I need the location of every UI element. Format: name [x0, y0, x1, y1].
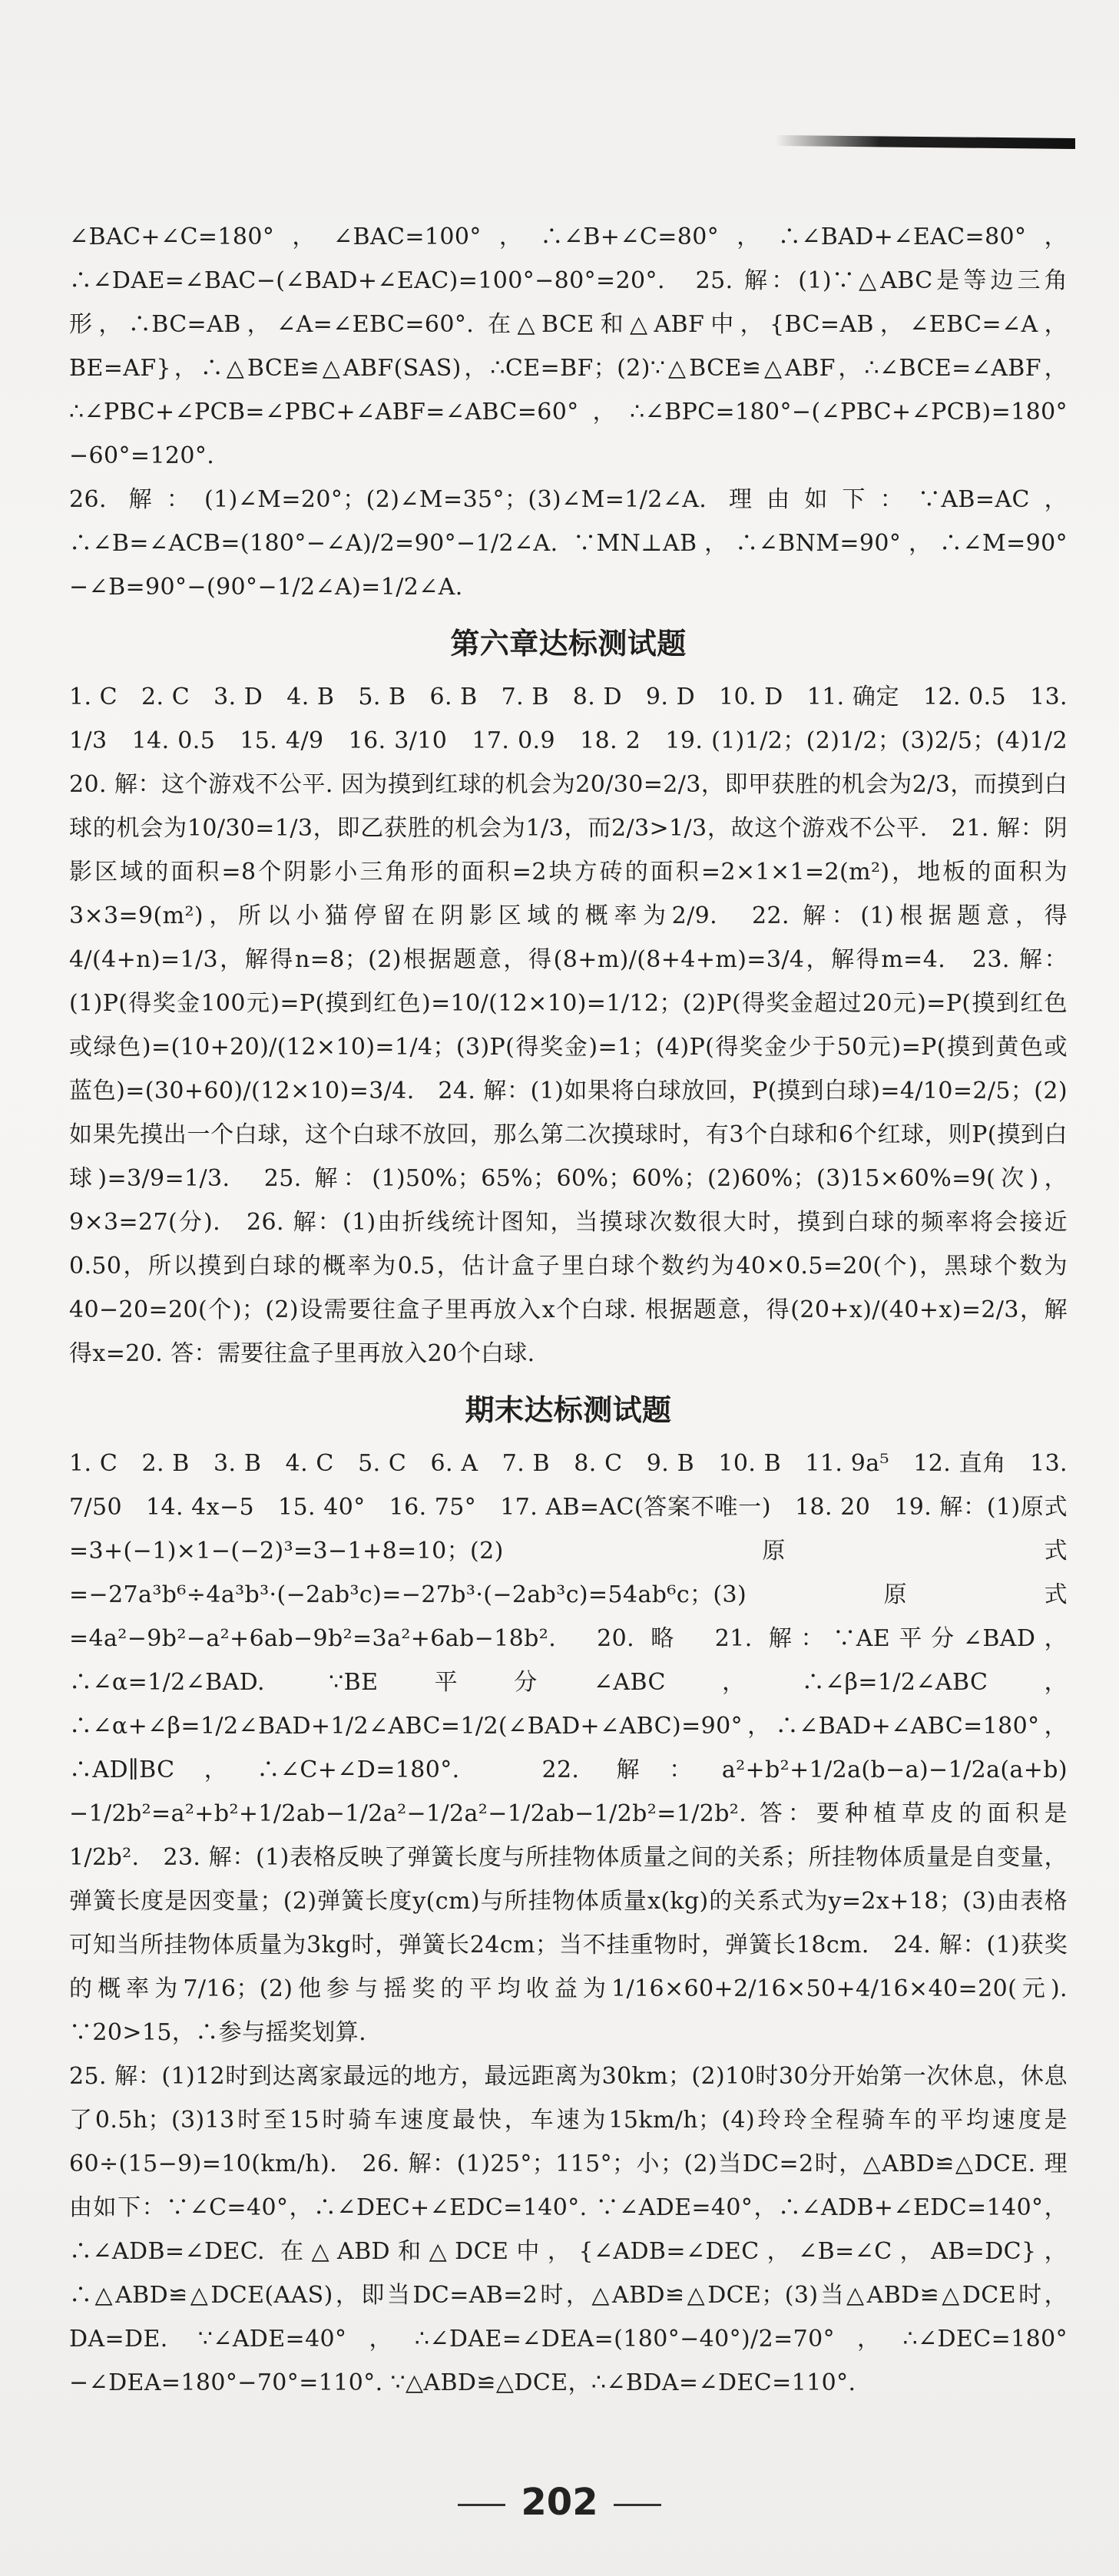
answer-paragraph: 1. C 2. B 3. B 4. C 5. C 6. A 7. B 8. C 9. B 10. B 11. 9a⁵ 12. 直角 13. 7/50 14. 4x−5 15. 40° 16. 75° 17. AB=AC(答案不唯一) 18. 20 19. 解：(1)原式=3+(−1)×1−(−2)³=3−1+8=10；(2)原式=−27a³b⁶÷4a³b³·(−2ab³c)=−27b³·(−2ab³c)=54ab⁶c；(3)原式=4a²−9b²−a²+6ab−9b²=3a²+6ab−18b². 20. 略 21. 解：∵AE平分∠BAD，∴∠α=1/2∠BAD. ∵BE平分∠ABC，∴∠β=1/2∠ABC，∴∠α+∠β=1/2∠BAD+1/2∠ABC=1/2(∠BAD+∠ABC)=90°，∴∠BAD+∠ABC=180°，∴AD∥BC，∴∠C+∠D=180°. 22. 解：a²+b²+1/2a(b−a)−1/2a(a+b)−1/2b²=a²+b²+1/2ab−1/2a²−1/2a²−1/2ab−1/2b²=1/2b². 答：要种植草皮的面积是1/2b². 23. 解：(1)表格反映了弹簧长度与所挂物体质量之间的关系；所挂物体质量是自变量，弹簧长度是因变量；(2)弹簧长度y(cm)与所挂物体质量x(kg)的关系式为y=2x+18；(3)由表格可知当所挂物体质量为3kg时，弹簧长24cm；当不挂重物时，弹簧长18cm. 24. 解：(1)获奖的概率为7/16；(2)他参与摇奖的平均收益为1/16×60+2/16×50+4/16×40=20(元). ∵20>15，∴参与摇奖划算. — [69, 1450, 1068, 2046]
answer-paragraph: 1. C 2. C 3. D 4. B 5. B 6. B 7. B 8. D 9. D 10. D 11. 确定 12. 0.5 13. 1/3 14. 0.5 15. 4/9 16. 3/10 17. 0.9 18. 2 19. (1)1/2；(2)1/2；(3)2/5；(4)1/2 20. 解：这个游戏不公平. 因为摸到红球的机会为20/30=2/3，即甲获胜的机会为2/3，而摸到白球的机会为10/30=1/3，即乙获胜的机会为1/3，而2/3>1/3，故这个游戏不公平. 21. 解：阴影区域的面积=8个阴影小三角形的面积=2块方砖的面积=2×1×1=2(m²)，地板的面积为3×3=9(m²)，所以小猫停留在阴影区域的概率为2/9. 22. 解：(1)根据题意，得4/(4+n)=1/3，解得n=8；(2)根据题意，得(8+m)/(8+4+m)=3/4，解得m=4. 23. 解：(1)P(得奖金100元)=P(摸到红色)=10/(12×10)=1/12；(2)P(得奖金超过20元)=P(摸到红色或绿色)=(10+20)/(12×10)=1/4；(3)P(得奖金)=1；(4)P(得奖金少于50元)=P(摸到黄色或蓝色)=(30+60)/(12×10)=3/4. 24. 解：(1)如果将白球放回，P(摸到白球)=4/10=2/5；(2)如果先摸出一个白球，这个白球不放回，那么第二次摸球时，有3个白球和6个红球，则P(摸到白球)=3/9=1/3. 25. 解：(1)50%；65%；60%；60%；(2)60%；(3)15×60%=9(次)，9×3=27(分). 26. 解：(1)由折线统计图知，当摸球次数很大时，摸到白球的频率将会接近0.50，所以摸到白球的概率为0.5，估计盒子里白球个数约为40×0.5=20(个)，黑球个数为40−20=20(个)；(2)设需要往盒子里再放入x个白球. 根据题意，得(20+x)/(40+x)=2/3，解得x=20. 答：需要往盒子里再放入20个白球. — [69, 684, 1091, 1367]
answer-paragraph: ∠BAC+∠C=180°，∠BAC=100°，∴∠B+∠C=80°，∴∠BAD+∠EAC=80°，∴∠DAE=∠BAC−(∠BAD+∠EAC)=100°−80°=20°. 25. 解：(1)∵△ABC是等边三角形，∴BC=AB，∠A=∠EBC=60°. 在△BCE和△ABF中，{BC=AB，∠EBC=∠A，BE=AF}，∴△BCE≌△ABF(SAS)，∴CE=BF；(2)∵△BCE≌△ABF，∴∠BCE=∠ABF，∴∠PBC+∠PCB=∠PBC+∠ABF=∠ABC=60°，∴∠BPC=180°−(∠PBC+∠PCB)=180°−60°=120°. — [69, 223, 1068, 469]
top-rule — [776, 135, 1075, 149]
page-number-text: 202 — [521, 2481, 598, 2524]
section-heading-chapter6: 第六章达标测试题 — [450, 627, 687, 661]
answer-content — [69, 215, 1091, 2405]
dash-right — [614, 2504, 661, 2506]
dash-left — [458, 2504, 505, 2506]
section-heading-final: 期末达标测试题 — [465, 1393, 672, 1427]
answer-paragraph: 26. 解：(1)∠M=20°；(2)∠M=35°；(3)∠M=1/2∠A. 理由如下：∵AB=AC，∴∠B=∠ACB=(180°−∠A)/2=90°−1/2∠A. ∵MN⊥AB，∴∠BNM=90°，∴∠M=90°−∠B=90°−(90°−1/2∠A)=1/2∠A. — [69, 486, 1068, 601]
page-number — [0, 2481, 1119, 2524]
answer-paragraph: 25. 解：(1)12时到达离家最远的地方，最远距离为30km；(2)10时30分开始第一次休息，休息了0.5h；(3)13时至15时骑车速度最快，车速为15km/h；(4)玲玲全程骑车的平均速度是60÷(15−9)=10(km/h). 26. 解：(1)25°；115°；小；(2)当DC=2时，△ABD≌△DCE. 理由如下：∵∠C=40°，∴∠DEC+∠EDC=140°. ∵∠ADE=40°，∴∠ADB+∠EDC=140°，∴∠ADB=∠DEC. 在△ABD和△DCE中，{∠ADB=∠DEC，∠B=∠C，AB=DC}，∴△ABD≌△DCE(AAS)，即当DC=AB=2时，△ABD≌△DCE；(3)当△ABD≌△DCE时，DA=DE. ∵∠ADE=40°，∴∠DAE=∠DEA=(180°−40°)/2=70°，∴∠DEC=180°−∠DEA=180°−70°=110°. ∵△ABD≌△DCE，∴∠BDA=∠DEC=110°. — [69, 2063, 1068, 2396]
